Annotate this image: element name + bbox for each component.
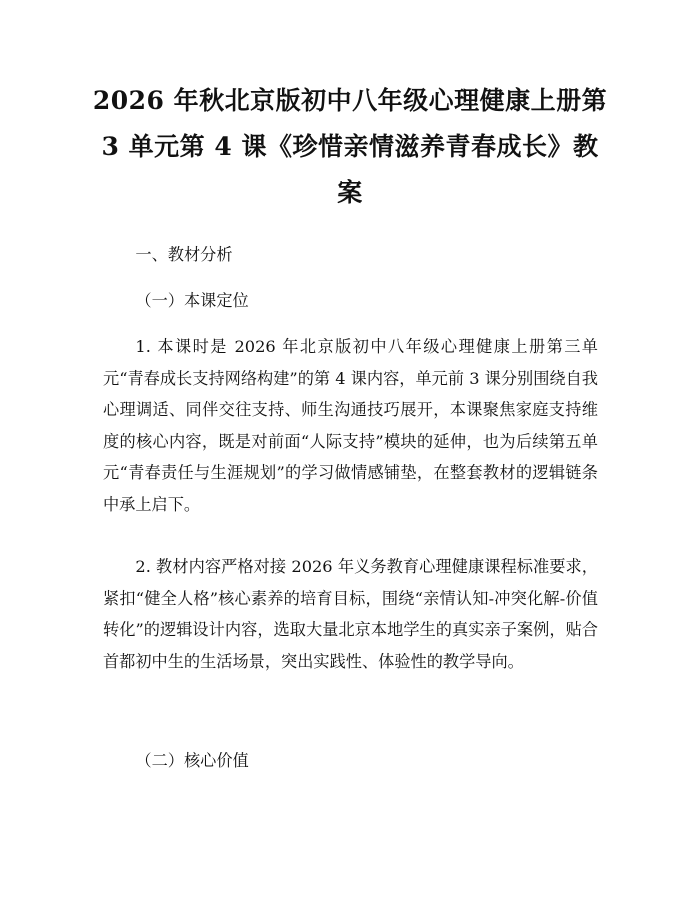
document-title (90, 78, 610, 216)
title-line-1: 2026 年秋北京版初中八年级心理健康上册第 (92, 86, 608, 115)
title-line-2: 3 单元第 4 课《珍惜亲情滋养青春成长》教 (101, 132, 599, 161)
subsection-heading-core-value: （二）核心价值 (135, 751, 249, 770)
subsection-heading-lesson-positioning: （一）本课定位 (135, 291, 249, 310)
title-line-3: 案 (337, 178, 363, 207)
paragraph-lesson-positioning-2: 2. 教材内容严格对接 2026 年义务教育心理健康课程标准要求，紧扣“健全人格”核心素养的培育目标，围绕“亲情认知-冲突化解-价值转化”的逻辑设计内容，选取大量北京本地学生的真实亲子案例，贴合首都初中生的生活场景，突出实践性、体验性的教学导向。 (103, 557, 598, 671)
paragraph-lesson-positioning-1: 1. 本课时是 2026 年北京版初中八年级心理健康上册第三单元“青春成长支持网络构建”的第 4 课内容，单元前 3 课分别围绕自我心理调适、同伴交往支持、师生沟通技巧展开，本课聚焦家庭支持维度的核心内容，既是对前面“人际支持”模块的延伸，也为后续第五单元“青春责任与生涯规划”的学习做情感铺垫，在整套教材的逻辑链条中承上启下。 (103, 337, 598, 514)
section-heading-teaching-material-analysis: 一、教材分析 (135, 245, 233, 264)
